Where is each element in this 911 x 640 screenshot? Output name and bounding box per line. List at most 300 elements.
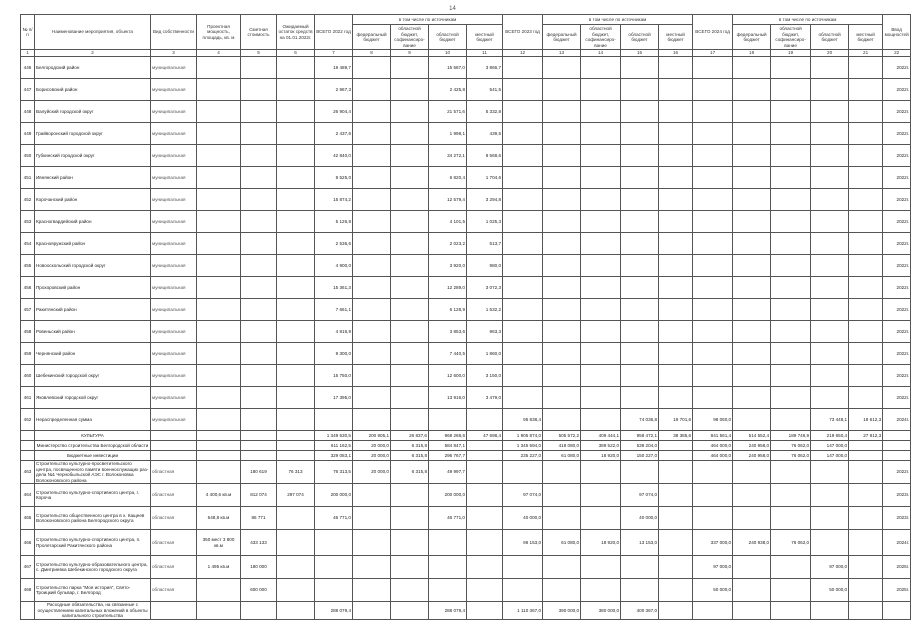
cell-c18 xyxy=(733,79,771,101)
cell-c6 xyxy=(277,387,315,409)
cell-c11: 3 150,0 xyxy=(467,365,503,387)
cell-c15: 13 153,0 xyxy=(621,530,659,556)
cell-c18 xyxy=(733,387,771,409)
cell-c12 xyxy=(503,233,543,255)
cell-c18 xyxy=(733,211,771,233)
cell-c21 xyxy=(849,451,883,461)
header-cell: ВСЕГО 2022 год xyxy=(315,15,353,50)
cell-n: 450 xyxy=(21,145,35,167)
cell-c19 xyxy=(771,277,811,299)
cell-c7: 4 900,0 xyxy=(315,255,353,277)
cell-c18 xyxy=(733,255,771,277)
cell-c18 xyxy=(733,57,771,79)
page-number: 14 xyxy=(449,6,456,12)
cell-c19 xyxy=(771,299,811,321)
cell-c4 xyxy=(197,451,241,461)
cell-c10: 584 847,1 xyxy=(429,441,467,451)
cell-c10: 3 853,6 xyxy=(429,321,467,343)
column-number-cell: 18 xyxy=(733,50,771,57)
cell-c11: 47 698,4 xyxy=(467,431,503,441)
cell-c6 xyxy=(277,277,315,299)
cell-c4 xyxy=(197,123,241,145)
cell-c22: 2022г. xyxy=(883,123,911,145)
table-row xyxy=(21,343,911,365)
cell-c13 xyxy=(543,145,581,167)
cell-c21 xyxy=(849,233,883,255)
cell-c12: 97 074,0 xyxy=(503,484,543,507)
header-cell: областной бюджет xyxy=(811,25,849,50)
cell-c21 xyxy=(849,57,883,79)
cell-c11: 541,5 xyxy=(467,79,503,101)
cell-own: муниципальная xyxy=(151,255,197,277)
cell-n: 456 xyxy=(21,277,35,299)
header-cell: ВСЕГО 2024 год xyxy=(693,15,733,50)
cell-c16 xyxy=(659,556,693,579)
cell-c18 xyxy=(733,321,771,343)
cell-c13 xyxy=(543,211,581,233)
cell-c9 xyxy=(391,255,429,277)
cell-c14 xyxy=(581,277,621,299)
column-number-cell: 10 xyxy=(429,50,467,57)
cell-c18: 240 958,0 xyxy=(733,441,771,451)
cell-c15: 150 227,0 xyxy=(621,451,659,461)
cell-name: Строительство парка "Моя история", Свято-Троицкий бульвар, г. Белгород xyxy=(35,579,151,602)
cell-c18 xyxy=(733,145,771,167)
cell-c22: 2022г. xyxy=(883,299,911,321)
cell-c22 xyxy=(883,441,911,451)
cell-c14: 18 920,0 xyxy=(581,451,621,461)
cell-c22: 2024г. xyxy=(883,530,911,556)
cell-c17: 50 000,0 xyxy=(693,579,733,602)
column-number-cell: 1 xyxy=(21,50,35,57)
cell-name: Ивнянский район xyxy=(35,167,151,189)
cell-n: 460 xyxy=(21,365,35,387)
cell-c22: 2022г. xyxy=(883,57,911,79)
cell-own: муниципальная xyxy=(151,57,197,79)
cell-c7: 9 300,0 xyxy=(315,343,353,365)
cell-c14 xyxy=(581,123,621,145)
cell-c12 xyxy=(503,579,543,602)
cell-c5 xyxy=(241,145,277,167)
cell-c4 xyxy=(197,211,241,233)
cell-c4 xyxy=(197,343,241,365)
cell-c11: 439,5 xyxy=(467,123,503,145)
cell-name: Белгородский район xyxy=(35,57,151,79)
cell-c20: 219 650,4 xyxy=(811,431,849,441)
cell-c16 xyxy=(659,579,693,602)
column-number-cell: 6 xyxy=(277,50,315,57)
cell-c19 xyxy=(771,101,811,123)
cell-c9 xyxy=(391,579,429,602)
cell-c18 xyxy=(733,484,771,507)
cell-c15 xyxy=(621,233,659,255)
cell-c9 xyxy=(391,321,429,343)
cell-c7: 1 349 530,5 xyxy=(315,431,353,441)
cell-own: муниципальная xyxy=(151,277,197,299)
cell-own: муниципальная xyxy=(151,145,197,167)
cell-c5 xyxy=(241,79,277,101)
cell-c11 xyxy=(467,484,503,507)
cell-own: областная xyxy=(151,556,197,579)
cell-c19 xyxy=(771,484,811,507)
cell-c22 xyxy=(883,602,911,620)
table-row xyxy=(21,321,911,343)
cell-name: Губкинский городской округ xyxy=(35,145,151,167)
header-group-2022: в том числе по источникам xyxy=(353,15,503,25)
cell-c21 xyxy=(849,365,883,387)
cell-c21 xyxy=(849,343,883,365)
cell-c18 xyxy=(733,101,771,123)
cell-c16 xyxy=(659,211,693,233)
cell-c4 xyxy=(197,431,241,441)
cell-n xyxy=(21,451,35,461)
cell-c18 xyxy=(733,233,771,255)
cell-c22: 2022г. xyxy=(883,79,911,101)
table-row xyxy=(21,57,911,79)
cell-c19 xyxy=(771,123,811,145)
cell-c14 xyxy=(581,365,621,387)
cell-c17 xyxy=(693,57,733,79)
cell-c14 xyxy=(581,299,621,321)
cell-c5 xyxy=(241,299,277,321)
column-number-cell: 5 xyxy=(241,50,277,57)
column-number-row xyxy=(21,50,911,57)
cell-c21 xyxy=(849,79,883,101)
cell-c7: 19 489,7 xyxy=(315,57,353,79)
cell-c4 xyxy=(197,57,241,79)
cell-c18 xyxy=(733,277,771,299)
header-group-2024: в том числе по источникам xyxy=(733,15,883,25)
cell-c11: 963,3 xyxy=(467,321,503,343)
cell-c19: 76 062,0 xyxy=(771,441,811,451)
cell-own: областная xyxy=(151,507,197,530)
cell-c6 xyxy=(277,255,315,277)
cell-c9: 6 315,8 xyxy=(391,441,429,451)
cell-c18: 514 552,4 xyxy=(733,431,771,441)
cell-c12: 1 110 367,0 xyxy=(503,602,543,620)
cell-c13: 505 572,2 xyxy=(543,431,581,441)
cell-n: 451 xyxy=(21,167,35,189)
cell-c11 xyxy=(467,579,503,602)
cell-c8 xyxy=(353,484,391,507)
cell-c19 xyxy=(771,321,811,343)
cell-c4 xyxy=(197,277,241,299)
table-row xyxy=(21,387,911,409)
cell-c13 xyxy=(543,409,581,431)
cell-c17 xyxy=(693,507,733,530)
cell-c8 xyxy=(353,507,391,530)
cell-c22 xyxy=(883,451,911,461)
cell-c13 xyxy=(543,189,581,211)
cell-c6 xyxy=(277,299,315,321)
cell-c22: 2022г. xyxy=(883,461,911,484)
cell-c11: 1 704,6 xyxy=(467,167,503,189)
cell-c8 xyxy=(353,343,391,365)
cell-c17: 97 000,0 xyxy=(693,556,733,579)
cell-c14 xyxy=(581,211,621,233)
cell-c16 xyxy=(659,57,693,79)
cell-c13 xyxy=(543,321,581,343)
budget-table xyxy=(20,14,911,620)
cell-c8: 20 000,0 xyxy=(353,441,391,451)
cell-c12 xyxy=(503,167,543,189)
cell-c22: 2022г. xyxy=(883,233,911,255)
column-number-cell: 12 xyxy=(503,50,543,57)
cell-c10: 7 440,5 xyxy=(429,343,467,365)
cell-c10: 2 023,2 xyxy=(429,233,467,255)
cell-c13 xyxy=(543,299,581,321)
cell-c8 xyxy=(353,365,391,387)
cell-c20 xyxy=(811,255,849,277)
cell-name: Прохоровский район xyxy=(35,277,151,299)
cell-c12 xyxy=(503,277,543,299)
cell-c19 xyxy=(771,507,811,530)
cell-c10: 6 128,9 xyxy=(429,299,467,321)
cell-c13: 61 080,0 xyxy=(543,451,581,461)
cell-c8 xyxy=(353,556,391,579)
cell-c17 xyxy=(693,343,733,365)
cell-c12 xyxy=(503,299,543,321)
cell-c12 xyxy=(503,145,543,167)
cell-name: Строительство культурно-просветительского центра, посвященного памяти военнослужащих раз- дела №1 Чернобыльской АЭС г. Волоконовка Волоконовского района xyxy=(35,461,151,484)
cell-c10: 12 579,4 xyxy=(429,189,467,211)
cell-c13 xyxy=(543,387,581,409)
cell-c22: 2023г. xyxy=(883,507,911,530)
cell-c8 xyxy=(353,387,391,409)
cell-name: Ровеньский район xyxy=(35,321,151,343)
cell-c21: 27 812,3 xyxy=(849,431,883,441)
header-cell: Наименование мероприятия, объекта xyxy=(35,15,151,50)
column-number-cell: 4 xyxy=(197,50,241,57)
cell-c12: 1 905 874,0 xyxy=(503,431,543,441)
cell-c16 xyxy=(659,441,693,451)
cell-c7: 17 395,0 xyxy=(315,387,353,409)
cell-c15 xyxy=(621,255,659,277)
cell-c18 xyxy=(733,299,771,321)
cell-c4 xyxy=(197,189,241,211)
cell-c12 xyxy=(503,211,543,233)
cell-c9 xyxy=(391,387,429,409)
cell-c7: 4 816,9 xyxy=(315,321,353,343)
header-cell: ВСЕГО 2023 год xyxy=(503,15,543,50)
cell-c5 xyxy=(241,365,277,387)
header-cell: местный бюджет xyxy=(659,25,693,50)
cell-c17 xyxy=(693,365,733,387)
cell-c5: 600 000 xyxy=(241,579,277,602)
cell-c19 xyxy=(771,602,811,620)
cell-c5 xyxy=(241,431,277,441)
header-cell: областной бюджет xyxy=(621,25,659,50)
cell-n: 462 xyxy=(21,409,35,431)
summary-row xyxy=(21,431,911,441)
cell-c16 xyxy=(659,145,693,167)
header-cell: федеральный бюджет xyxy=(733,25,771,50)
cell-name: Борисовский район xyxy=(35,79,151,101)
cell-c18 xyxy=(733,365,771,387)
cell-own: муниципальная xyxy=(151,123,197,145)
cell-c14 xyxy=(581,233,621,255)
cell-c8 xyxy=(353,189,391,211)
cell-c19 xyxy=(771,387,811,409)
cell-own: муниципальная xyxy=(151,167,197,189)
cell-c17 xyxy=(693,79,733,101)
cell-c9: 26 837,6 xyxy=(391,431,429,441)
cell-c14 xyxy=(581,484,621,507)
cell-c4 xyxy=(197,101,241,123)
cell-c22: 2025г. xyxy=(883,579,911,602)
header-cell: Вид собственности xyxy=(151,15,197,50)
cell-c21: 18 612,3 xyxy=(849,409,883,431)
cell-c18: 240 938,0 xyxy=(733,530,771,556)
cell-c5: 180 000 xyxy=(241,556,277,579)
cell-c16 xyxy=(659,461,693,484)
cell-c21 xyxy=(849,441,883,451)
cell-c16 xyxy=(659,167,693,189)
table-row xyxy=(21,211,911,233)
cell-c17 xyxy=(693,189,733,211)
cell-c12: 95 838,4 xyxy=(503,409,543,431)
cell-c22: 2022г. xyxy=(883,255,911,277)
column-number-cell: 3 xyxy=(151,50,197,57)
cell-c6 xyxy=(277,602,315,620)
column-number-cell: 8 xyxy=(353,50,391,57)
cell-c15 xyxy=(621,387,659,409)
cell-c6 xyxy=(277,365,315,387)
cell-c13 xyxy=(543,484,581,507)
cell-c21 xyxy=(849,255,883,277)
cell-c9 xyxy=(391,79,429,101)
header-cell: Ввод мощностей xyxy=(883,15,911,50)
cell-c13 xyxy=(543,579,581,602)
cell-c7: 15 750,0 xyxy=(315,365,353,387)
table-row xyxy=(21,299,911,321)
cell-c12 xyxy=(503,343,543,365)
cell-c4 xyxy=(197,461,241,484)
column-number-cell: 9 xyxy=(391,50,429,57)
cell-c20 xyxy=(811,57,849,79)
cell-c21 xyxy=(849,556,883,579)
cell-c9: 6 315,8 xyxy=(391,451,429,461)
cell-c8: 20 000,0 xyxy=(353,461,391,484)
cell-n: 461 xyxy=(21,387,35,409)
cell-c19: 76 062,0 xyxy=(771,451,811,461)
object-row xyxy=(21,461,911,484)
cell-c16 xyxy=(659,484,693,507)
cell-c9 xyxy=(391,530,429,556)
cell-c11: 3 479,0 xyxy=(467,387,503,409)
cell-c13: 61 080,0 xyxy=(543,530,581,556)
cell-c15: 538 204,0 xyxy=(621,441,659,451)
cell-c4 xyxy=(197,299,241,321)
header-cell: федеральный бюджет xyxy=(353,25,391,50)
column-number-cell: 14 xyxy=(581,50,621,57)
header-cell: областной бюджет xyxy=(429,25,467,50)
cell-c16 xyxy=(659,602,693,620)
cell-c4 xyxy=(197,79,241,101)
cell-c13 xyxy=(543,365,581,387)
cell-n: 467 xyxy=(21,556,35,579)
header-cell: Проектная мощность, площадь, кв. м xyxy=(197,15,241,50)
cell-c5 xyxy=(241,277,277,299)
cell-own xyxy=(151,602,197,620)
cell-c17 xyxy=(693,123,733,145)
cell-n: 453 xyxy=(21,211,35,233)
cell-c22: 2022г. xyxy=(883,189,911,211)
table-row xyxy=(21,167,911,189)
cell-c22 xyxy=(883,431,911,441)
cell-own: областная xyxy=(151,484,197,507)
cell-c10: 968 268,6 xyxy=(429,431,467,441)
cell-c21 xyxy=(849,123,883,145)
cell-c7 xyxy=(315,409,353,431)
cell-c6 xyxy=(277,167,315,189)
cell-c15: 40 000,0 xyxy=(621,507,659,530)
cell-c14 xyxy=(581,409,621,431)
cell-c10: 13 916,0 xyxy=(429,387,467,409)
cell-c4: 1 495 кв.м xyxy=(197,556,241,579)
cell-c20 xyxy=(811,321,849,343)
cell-c6: 76 313 xyxy=(277,461,315,484)
cell-c7: 2 967,3 xyxy=(315,79,353,101)
cell-c10: 2 425,8 xyxy=(429,79,467,101)
cell-c20 xyxy=(811,484,849,507)
cell-c21 xyxy=(849,101,883,123)
cell-c19 xyxy=(771,365,811,387)
cell-c4 xyxy=(197,441,241,451)
cell-c7: 329 083,1 xyxy=(315,451,353,461)
column-number-cell: 21 xyxy=(849,50,883,57)
cell-c10: 288 079,4 xyxy=(429,602,467,620)
cell-c17 xyxy=(693,101,733,123)
cell-name: Корочанский район xyxy=(35,189,151,211)
cell-c22: 2022г. xyxy=(883,145,911,167)
cell-c17: 464 000,0 xyxy=(693,451,733,461)
cell-c19 xyxy=(771,556,811,579)
cell-c20: 97 000,0 xyxy=(811,556,849,579)
cell-c8 xyxy=(353,233,391,255)
cell-c21 xyxy=(849,484,883,507)
cell-c9 xyxy=(391,189,429,211)
cell-c5 xyxy=(241,321,277,343)
cell-name: Новооскольский городской округ xyxy=(35,255,151,277)
cell-c8 xyxy=(353,602,391,620)
cell-c16 xyxy=(659,365,693,387)
cell-c15: 400 367,0 xyxy=(621,602,659,620)
column-number-cell: 7 xyxy=(315,50,353,57)
table-row xyxy=(21,409,911,431)
cell-c19 xyxy=(771,233,811,255)
cell-c11 xyxy=(467,556,503,579)
cell-c14: 389 522,0 xyxy=(581,441,621,451)
object-row xyxy=(21,579,911,602)
cell-c9 xyxy=(391,123,429,145)
cell-c6 xyxy=(277,101,315,123)
cell-c5 xyxy=(241,451,277,461)
cell-c7: 611 162,5 xyxy=(315,441,353,451)
cell-c15 xyxy=(621,145,659,167)
cell-c20 xyxy=(811,461,849,484)
cell-c15 xyxy=(621,79,659,101)
cell-c14 xyxy=(581,255,621,277)
cell-c14 xyxy=(581,321,621,343)
cell-c4 xyxy=(197,233,241,255)
cell-c6 xyxy=(277,211,315,233)
table-row xyxy=(21,255,911,277)
cell-c18: 240 958,0 xyxy=(733,451,771,461)
cell-c14 xyxy=(581,101,621,123)
cell-c5: 180 619 xyxy=(241,461,277,484)
cell-c17 xyxy=(693,255,733,277)
